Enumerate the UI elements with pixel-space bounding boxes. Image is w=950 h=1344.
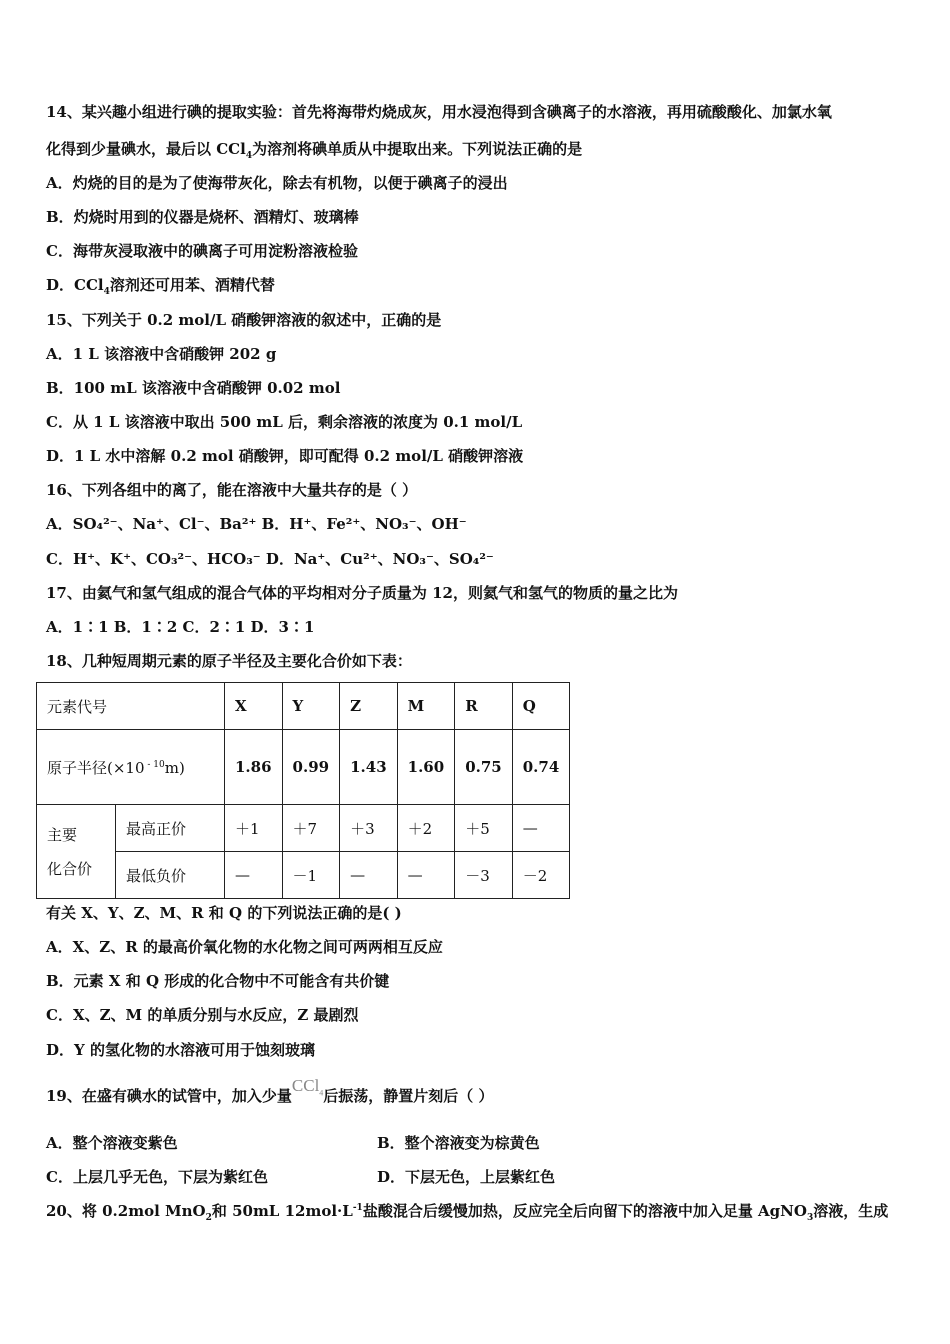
table-radius-cell: 0.75 [455,730,513,805]
table-header-valence: 主要 化合价 [37,805,116,899]
table-element: Y [282,683,340,730]
q14-stem-line2: 化得到少量碘水，最后以 CCl$_4$为溶剂将碘单质从中提取出来。下列说法正确的是 [46,140,583,161]
table-radius-cell: 1.60 [397,730,455,805]
q16-options-cd: C．H⁺、K⁺、CO₃²⁻、HCO₃⁻ D．Na⁺、Cu²⁺、NO₃⁻、SO₄²⁻ [46,550,494,568]
q19-option-c: C．上层几乎无色，下层为紫红色 [46,1168,268,1186]
table-min-cell: －2 [512,852,570,899]
table-max-cell: ＋7 [282,805,340,852]
q14-option-d: D．CCl$_4$溶剂还可用苯、酒精代替 [46,276,275,297]
table-min-cell: — [225,852,283,899]
table-header-code: 元素代号 [37,683,225,730]
q14-option-a: A．灼烧的目的是为了使海带灰化，除去有机物，以便于碘离子的浸出 [46,174,508,192]
table-radius-cell: 0.99 [282,730,340,805]
table-element: Q [512,683,570,730]
q16-options-ab: A．SO₄²⁻、Na⁺、Cl⁻、Ba²⁺ B．H⁺、Fe²⁺、NO₃⁻、OH⁻ [46,515,467,533]
table-element: M [397,683,455,730]
table-element: X [225,683,283,730]
q15-option-d: D．1 L 水中溶解 0.2 mol 硝酸钾，即可配得 0.2 mol/L 硝酸钾溶液 [46,447,524,465]
table-min-cell: －3 [455,852,513,899]
table-min-cell: — [397,852,455,899]
element-table [36,682,570,899]
q15-stem: 15、下列关于 0.2 mol/L 硝酸钾溶液的叙述中，正确的是 [46,311,442,329]
q14-option-c: C．海带灰浸取液中的碘离子可用淀粉溶液检验 [46,242,358,260]
q18-option-d: D．Y 的氢化物的水溶液可用于蚀刻玻璃 [46,1041,315,1059]
table-max-cell: — [512,805,570,852]
table-element: Z [340,683,398,730]
q19-option-b: B．整个溶液变为棕黄色 [377,1134,540,1152]
q18-option-c: C．X、Z、M 的单质分别与水反应，Z 最剧烈 [46,1006,359,1024]
table-max-cell: ＋5 [455,805,513,852]
table-min-cell: －1 [282,852,340,899]
table-radius-cell: 1.86 [225,730,283,805]
q14-option-b: B．灼烧时用到的仪器是烧杯、酒精灯、玻璃棒 [46,208,359,226]
table-max-cell: ＋2 [397,805,455,852]
q15-option-a: A．1 L 该溶液中含硝酸钾 202 g [46,345,277,363]
table-header-min: 最低负价 [116,852,225,899]
table-max-cell: ＋1 [225,805,283,852]
q18-option-a: A．X、Z、R 的最高价氧化物的水化物之间可两两相互反应 [46,938,443,956]
table-header-max: 最高正价 [116,805,225,852]
q18-question: 有关 X、Y、Z、M、R 和 Q 的下列说法正确的是( ) [46,904,402,922]
table-min-cell: — [340,852,398,899]
q18-stem: 18、几种短周期元素的原子半径及主要化合价如下表： [46,652,412,670]
q14-stem-line1: 14、某兴趣小组进行碘的提取实验：首先将海带灼烧成灰，用水浸泡得到含碘离子的水溶液，再用硫酸酸化、加氯水氧 [46,103,832,121]
table-header-radius: 原子半径(×10 $^{- 10}$m) [37,730,225,805]
table-radius-cell: 1.43 [340,730,398,805]
q19-option-a: A．整个溶液变紫色 [46,1134,178,1152]
table-max-cell: ＋3 [340,805,398,852]
q20-stem: 20、将 0.2mol MnO$_2$和 50mL $12mol\cdot L^{-1}$盐酸混合后缓慢加热，反应完全后向留下的溶液中加入足量 AgNO$_3$溶液，生成 [46,1202,889,1223]
q19-option-d: D．下层无色，上层紫红色 [377,1168,556,1186]
q15-option-c: C．从 1 L 该溶液中取出 500 mL 后，剩余溶液的浓度为 0.1 mol/L [46,413,523,431]
ccl4-formula: CCl$_4$ [291,1076,324,1098]
table-radius-cell: 0.74 [512,730,570,805]
q17-stem: 17、由氦气和氢气组成的混合气体的平均相对分子质量为 12，则氦气和氢气的物质的量之比为 [46,584,678,602]
q17-options: A．1∶1 B．1∶2 C．2∶1 D．3∶1 [46,618,315,636]
table-element: R [455,683,513,730]
q18-option-b: B．元素 X 和 Q 形成的化合物中不可能含有共价键 [46,972,390,990]
q16-stem: 16、下列各组中的离了，能在溶液中大量共存的是（ ） [46,481,418,499]
q19-stem: 19、在盛有碘水的试管中，加入少量CCl$_4$后振荡，静置片刻后（ ） [46,1076,494,1105]
q15-option-b: B．100 mL 该溶液中含硝酸钾 0.02 mol [46,379,341,397]
